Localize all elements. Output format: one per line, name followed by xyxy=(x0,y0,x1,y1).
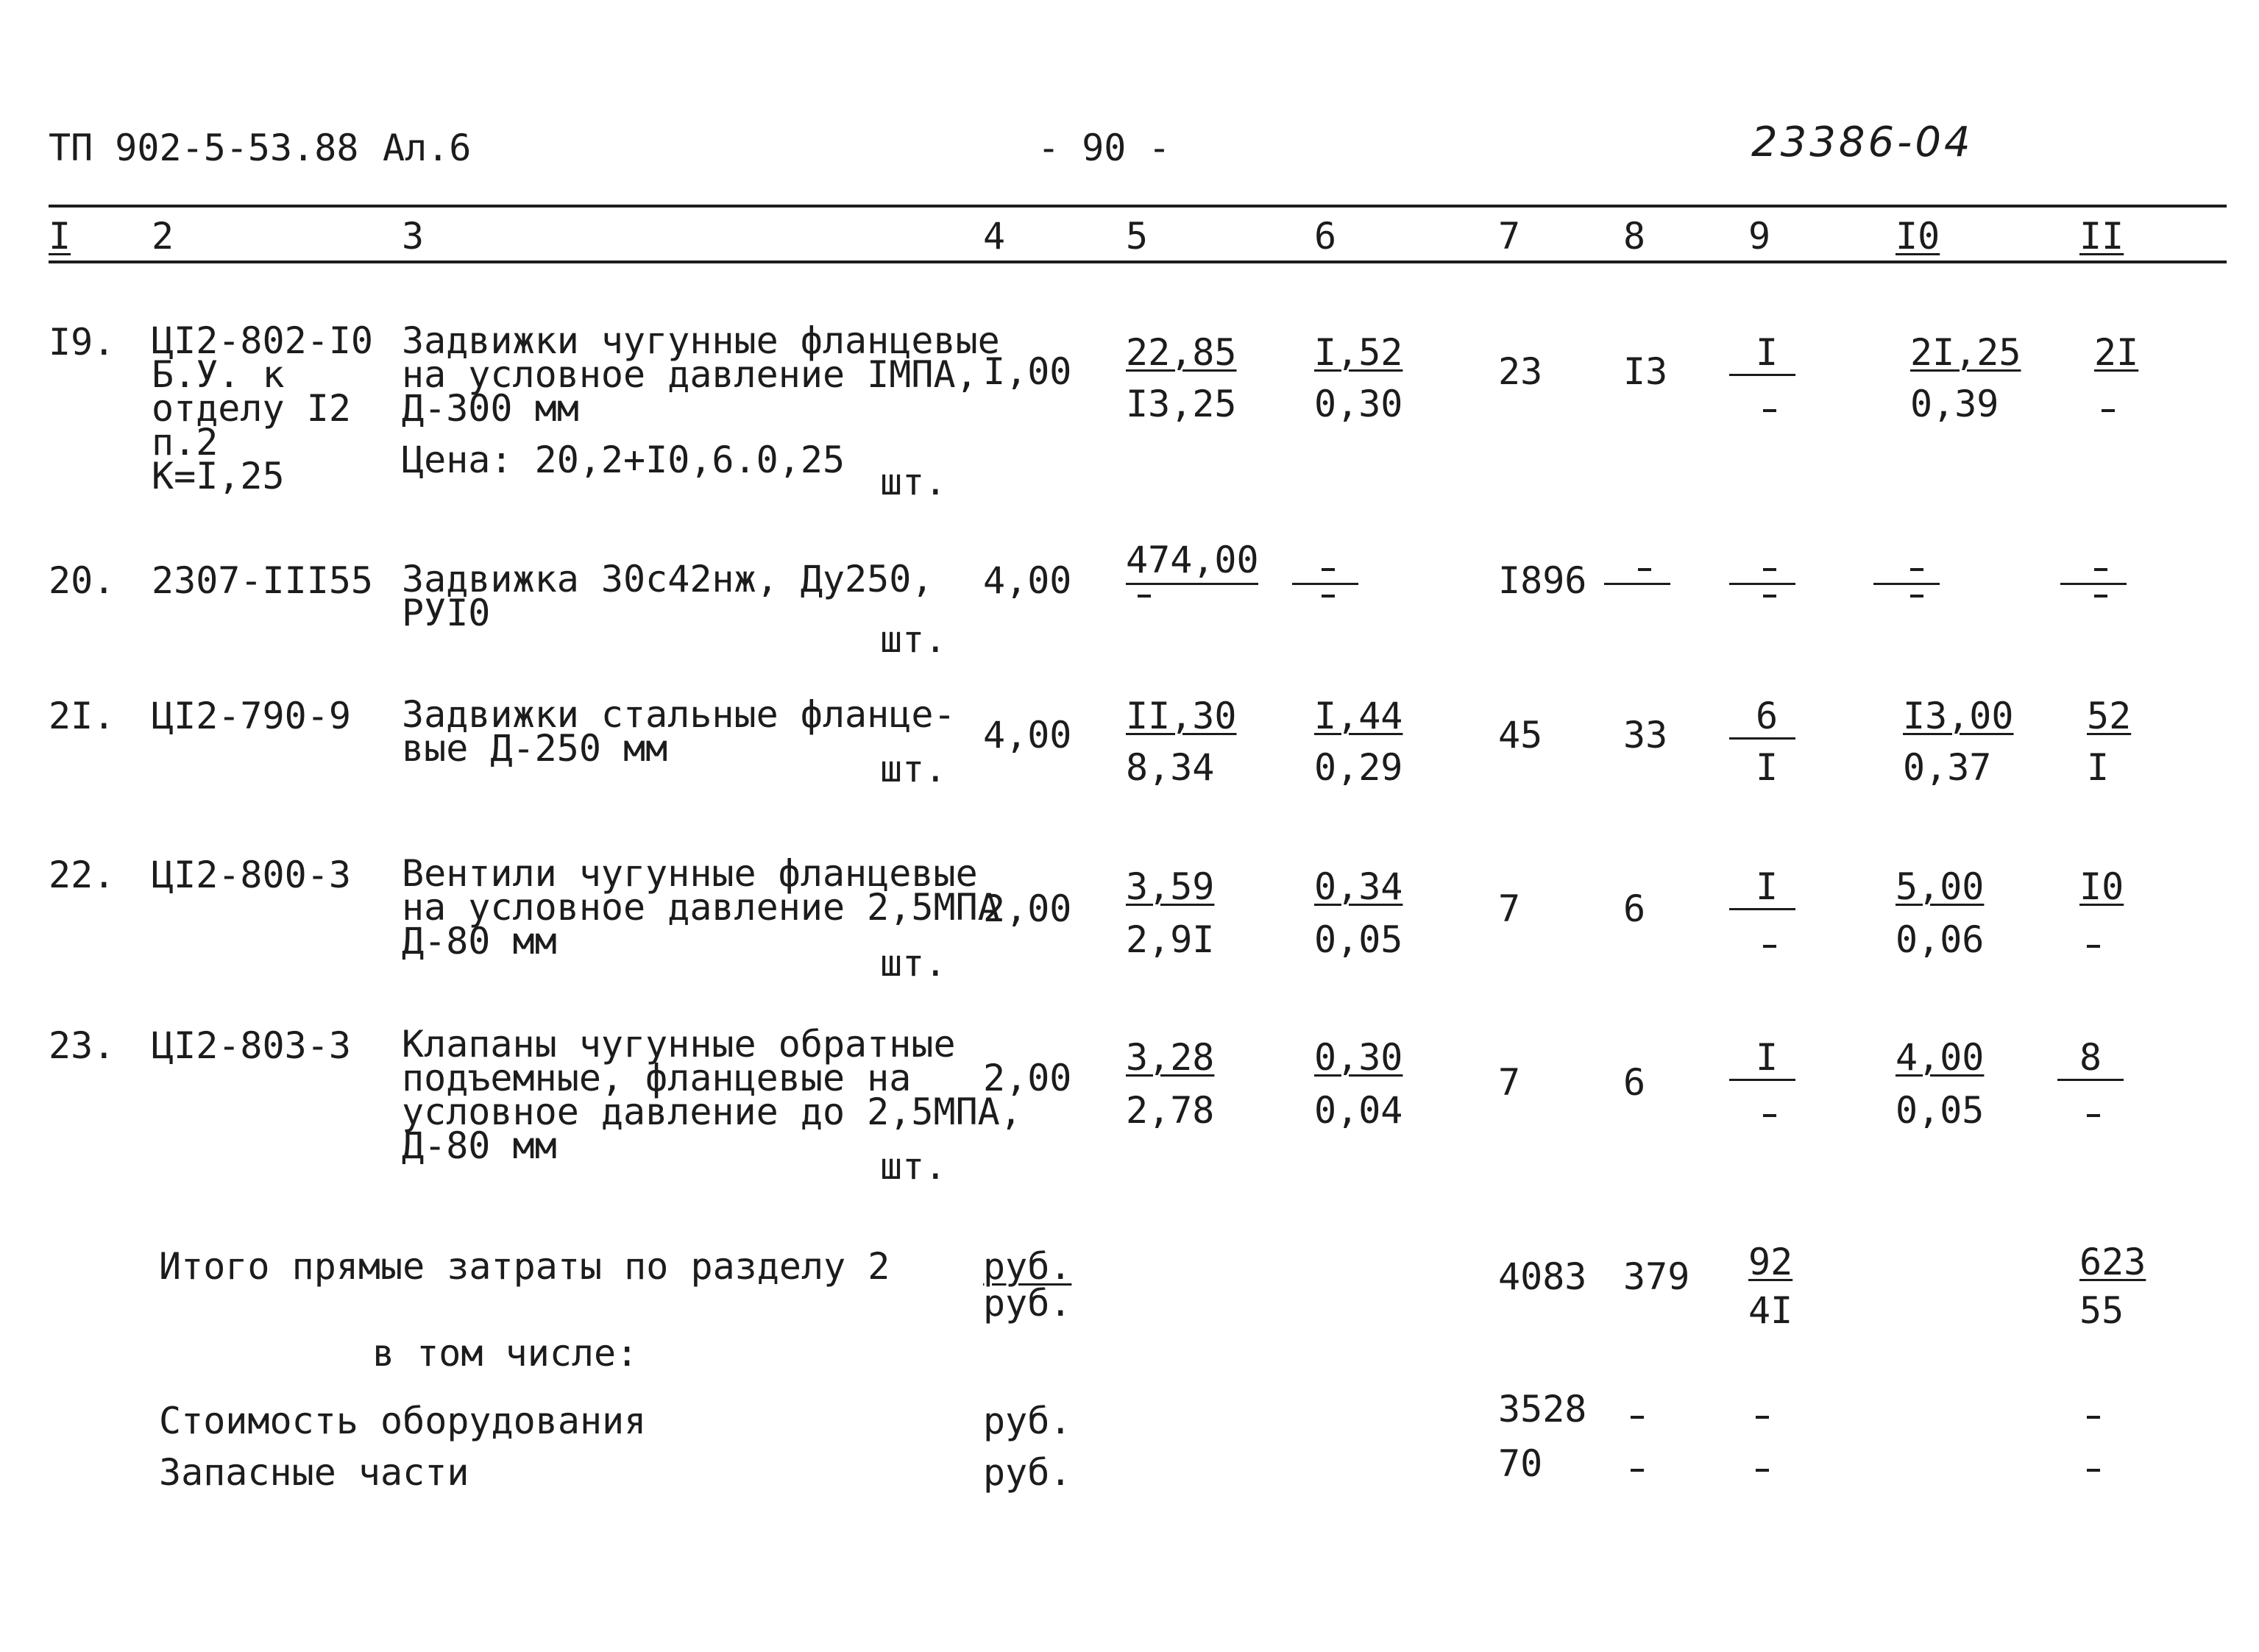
row-code: 2307-III55 xyxy=(152,559,374,602)
column-11-top: I0 xyxy=(2079,865,2124,908)
spare-parts-column-8-dash xyxy=(1631,1469,1644,1472)
row-description: Задвижки стальные фланце- вые Д-250 мм xyxy=(402,693,956,770)
column-11-bottom-dash xyxy=(2102,409,2115,412)
column-9-top-dash xyxy=(1763,568,1776,571)
row-number: 22. xyxy=(49,854,116,896)
price-formula: Цена: 20,2+I0,6.0,25 xyxy=(402,439,845,481)
header-bottom-rule xyxy=(49,260,2227,263)
column-5-bottom: 8,34 xyxy=(1126,746,1215,789)
column-header-4: 4 xyxy=(983,215,1006,258)
totals-column-11-bottom: 55 xyxy=(2079,1289,2124,1332)
spare-parts-column-9-dash xyxy=(1756,1469,1769,1472)
column-5-bottom: I3,25 xyxy=(1126,383,1237,425)
unit-label: шт. xyxy=(880,618,947,661)
column-11-bottom-dash xyxy=(2087,1114,2100,1117)
page-number: - 90 - xyxy=(1038,127,1171,169)
equipment-cost-column-11-dash xyxy=(2087,1416,2100,1419)
column-5-top: 22,85 xyxy=(1126,331,1237,374)
column-9-bottom-dash xyxy=(1763,409,1776,412)
column-10-top: 2I,25 xyxy=(1910,331,2021,374)
totals-column-8: 379 xyxy=(1623,1255,1690,1298)
spare-parts-column-7: 70 xyxy=(1498,1442,1543,1485)
row-number: I9. xyxy=(49,321,116,364)
quantity-value: 4,00 xyxy=(983,559,1072,602)
fraction-bar xyxy=(1729,1079,1795,1081)
column-6-bottom-dash xyxy=(1322,595,1335,598)
column-6-top-dash xyxy=(1322,568,1335,571)
column-10-top: I3,00 xyxy=(1903,695,2014,737)
column-11-top: 8 xyxy=(2079,1036,2102,1079)
row-description: Вентили чугунные фланцевые на условное давление 2,5МПА Д-80 мм xyxy=(402,852,1000,963)
fraction-bar xyxy=(1604,583,1670,585)
quantity-value: I,00 xyxy=(983,350,1072,393)
column-6-top: 0,34 xyxy=(1314,865,1403,908)
column-6-top: I,52 xyxy=(1314,331,1403,374)
equipment-cost-column-7: 3528 xyxy=(1498,1388,1587,1431)
column-header-8: 8 xyxy=(1623,215,1646,258)
column-5-top: II,30 xyxy=(1126,695,1237,737)
header-top-rule xyxy=(49,205,2227,208)
column-8-top-dash xyxy=(1638,568,1651,571)
row-number: 2I. xyxy=(49,695,116,737)
inventory-number: 23386-04 xyxy=(1751,118,1973,166)
column-header-10: I0 xyxy=(1895,215,1940,258)
column-5-top: 3,28 xyxy=(1126,1036,1215,1079)
column-9-top: 6 xyxy=(1756,695,1779,737)
column-9-top: I xyxy=(1756,1036,1779,1079)
column-6-top: I,44 xyxy=(1314,695,1403,737)
row-description: Клапаны чугунные обратные подъемные, фланцевые на условное давление до 2,5МПА, Д-80 мм xyxy=(402,1023,1022,1167)
column-header-9: 9 xyxy=(1748,215,1771,258)
totals-label: Итого прямые затраты по разделу 2 xyxy=(159,1245,890,1288)
row-number: 20. xyxy=(49,559,116,602)
column-header-3: 3 xyxy=(402,215,425,258)
row-code: ЦI2-802-I0 Б.У. к отделу I2 п.2 К=I,25 xyxy=(152,319,374,497)
totals-unit-bottom: руб. xyxy=(983,1282,1072,1325)
quantity-value: 2,00 xyxy=(983,1057,1072,1099)
totals-column-7: 4083 xyxy=(1498,1255,1587,1298)
totals-column-9-bottom: 4I xyxy=(1748,1289,1793,1332)
row-description: Задвижка 30с42нж, Ду250, РУI0 xyxy=(402,558,934,634)
column-5-top: 474,00 xyxy=(1126,539,1259,581)
column-11-top: 2I xyxy=(2094,331,2139,374)
column-10-top-dash xyxy=(1910,568,1923,571)
fraction-bar xyxy=(1729,374,1795,376)
spare-parts-column-11-dash xyxy=(2087,1469,2100,1472)
column-9-bottom-dash xyxy=(1763,945,1776,948)
column-10-bottom: 0,05 xyxy=(1895,1089,1985,1132)
column-header-6: 6 xyxy=(1314,215,1337,258)
column-header-7: 7 xyxy=(1498,215,1521,258)
column-7-value: 7 xyxy=(1498,1061,1521,1104)
unit-label: шт. xyxy=(880,942,947,985)
fraction-bar xyxy=(1729,737,1795,740)
column-10-bottom: 0,06 xyxy=(1895,918,1985,961)
quantity-value: 4,00 xyxy=(983,714,1072,756)
column-8-value: 33 xyxy=(1623,714,1668,756)
column-10-bottom: 0,37 xyxy=(1903,746,1992,789)
fraction-bar xyxy=(2057,1079,2124,1081)
document-code: ТП 902-5-53.88 xyxy=(49,127,359,169)
column-11-bottom: I xyxy=(2087,746,2110,789)
fraction-bar xyxy=(1126,583,1258,585)
column-5-top: 3,59 xyxy=(1126,865,1215,908)
column-header-5: 5 xyxy=(1126,215,1149,258)
fraction-bar xyxy=(1729,583,1795,585)
fraction-bar xyxy=(2060,583,2127,585)
album-number: Ал.6 xyxy=(383,127,472,169)
column-9-bottom-dash xyxy=(1763,1114,1776,1117)
fraction-bar xyxy=(1729,908,1795,910)
column-7-value: I896 xyxy=(1498,559,1587,602)
totals-column-9-top: 92 xyxy=(1748,1241,1793,1283)
column-header-2: 2 xyxy=(152,215,174,258)
fraction-bar xyxy=(1292,583,1358,585)
column-9-bottom-dash xyxy=(1763,595,1776,598)
column-6-bottom: 0,29 xyxy=(1314,746,1403,789)
unit-label: шт. xyxy=(880,748,947,790)
column-5-bottom: 2,9I xyxy=(1126,918,1215,961)
column-11-top: 52 xyxy=(2087,695,2132,737)
unit-label: шт. xyxy=(880,1145,947,1188)
column-6-bottom: 0,30 xyxy=(1314,383,1403,425)
spare-parts-unit: руб. xyxy=(983,1451,1072,1494)
column-11-bottom-dash xyxy=(2094,595,2107,598)
column-9-bottom: I xyxy=(1756,746,1779,789)
column-6-bottom: 0,05 xyxy=(1314,918,1403,961)
column-8-value: 6 xyxy=(1623,1061,1646,1104)
row-number: 23. xyxy=(49,1024,116,1067)
totals-column-11-top: 623 xyxy=(2079,1241,2146,1283)
column-9-top: I xyxy=(1756,331,1779,374)
column-5-bottom: 2,78 xyxy=(1126,1089,1215,1132)
including-label: в том числе: xyxy=(372,1332,639,1375)
quantity-value: 2,00 xyxy=(983,887,1072,930)
unit-label: шт. xyxy=(880,461,947,503)
column-header-11: II xyxy=(2079,215,2124,258)
column-5-bottom-dash xyxy=(1138,595,1151,598)
column-8-value: I3 xyxy=(1623,350,1668,393)
column-7-value: 7 xyxy=(1498,887,1521,930)
column-header-1: I xyxy=(49,215,71,258)
column-10-top: 5,00 xyxy=(1895,865,1985,908)
fraction-bar xyxy=(1873,583,1940,585)
column-10-bottom-dash xyxy=(1910,595,1923,598)
row-code: ЦI2-803-3 xyxy=(152,1024,351,1067)
column-9-top: I xyxy=(1756,865,1779,908)
equipment-cost-unit: руб. xyxy=(983,1400,1072,1442)
equipment-cost-column-8-dash xyxy=(1631,1416,1644,1419)
column-7-value: 45 xyxy=(1498,714,1543,756)
equipment-cost-column-9-dash xyxy=(1756,1416,1769,1419)
column-10-bottom: 0,39 xyxy=(1910,383,1999,425)
column-8-value: 6 xyxy=(1623,887,1646,930)
totals-unit-top: руб. xyxy=(983,1245,1072,1288)
column-6-top: 0,30 xyxy=(1314,1036,1403,1079)
column-11-bottom-dash xyxy=(2087,945,2100,948)
column-6-bottom: 0,04 xyxy=(1314,1089,1403,1132)
column-10-top: 4,00 xyxy=(1895,1036,1985,1079)
column-11-top-dash xyxy=(2094,568,2107,571)
column-7-value: 23 xyxy=(1498,350,1543,393)
row-description: Задвижки чугунные фланцевые на условное давление IМПА, Д-300 мм xyxy=(402,319,1000,430)
row-code: ЦI2-790-9 xyxy=(152,695,351,737)
equipment-cost-label: Стоимость оборудования xyxy=(159,1400,647,1442)
spare-parts-label: Запасные части xyxy=(159,1451,469,1494)
row-code: ЦI2-800-3 xyxy=(152,854,351,896)
